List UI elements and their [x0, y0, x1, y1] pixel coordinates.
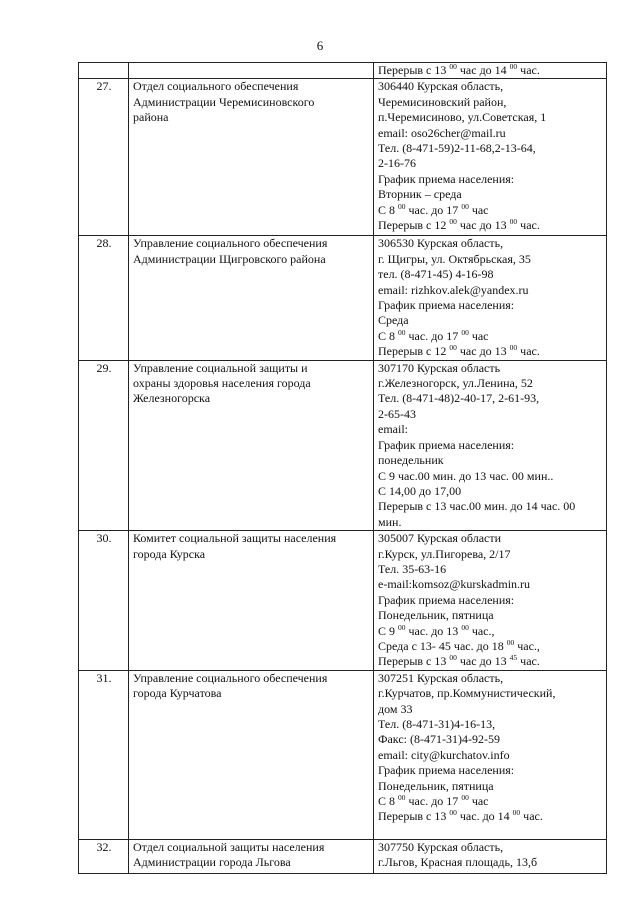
- email-line: email: oso26cher@mail.ru: [378, 125, 506, 140]
- email-line: email: city@kurchatov.info: [378, 747, 510, 762]
- schedule-days: Понедельник, пятница: [378, 778, 494, 793]
- address-line: г. Щигры, ул. Октябрьская, 35: [378, 251, 531, 266]
- address-line: п.Черемисиново, ул.Советская, 1: [378, 110, 547, 125]
- row-number-cell: [79, 63, 129, 79]
- row-number: 27.: [79, 79, 129, 236]
- break-time-line: Перерыв с 13 $^{00}$ час до 14 $^{00}$ час.: [378, 62, 540, 77]
- row-number: 29.: [79, 360, 129, 530]
- break-time-line: мин.: [378, 514, 402, 529]
- schedule-heading: График приема населения:: [378, 763, 515, 778]
- contact-info: [374, 79, 607, 236]
- contact-info: [374, 670, 607, 839]
- work-hours-line: Среда с 13- 45 час. до 18 $^{00}$ час.,: [378, 637, 540, 653]
- table-row: [79, 670, 607, 839]
- email-line: email: rizhkov.alek@yandex.ru: [378, 282, 529, 297]
- table-row: [79, 79, 607, 236]
- phone-line: 2-16-76: [378, 156, 416, 171]
- table-row: [79, 531, 607, 671]
- schedule-days: понедельник: [378, 453, 444, 468]
- address-line: 305007 Курская области: [378, 531, 502, 546]
- email-line: e-mail:komsoz@kurskadmin.ru: [378, 577, 531, 592]
- break-time-line: Перерыв с 12 $^{00}$ час до 13 $^{00}$ час.: [378, 343, 540, 359]
- schedule-heading: График приема населения:: [378, 298, 515, 313]
- organization-name: Управление социального обеспечения Администрации Щигровского района: [129, 236, 374, 360]
- row-number: 28.: [79, 236, 129, 360]
- work-hours-line: С 14,00 до 17,00: [378, 483, 462, 498]
- phone-line: 2-65-43: [378, 406, 416, 421]
- organization-name: Отдел социального обеспечения Администрации Черемисиновского района: [129, 79, 374, 236]
- address-line: 306530 Курская область,: [378, 236, 504, 251]
- work-hours-line: С 9 час.00 мин. до 13 час. 00 мин..: [378, 468, 554, 483]
- organization-name: Управление социального обеспечения города Курчатова: [129, 670, 374, 839]
- phone-line: Тел. (8-471-31)4-16-13,: [378, 717, 496, 731]
- row-number: 32.: [79, 839, 129, 873]
- table-row-continuation: [79, 63, 607, 79]
- address-line: г.Курск, ул.Пигорева, 2/17: [378, 546, 511, 561]
- contact-info: [374, 360, 607, 530]
- table-row: [79, 360, 607, 530]
- address-line: 307170 Курская область: [378, 360, 501, 375]
- address-line: 307251 Курская область,: [378, 670, 504, 685]
- schedule-heading: График приема населения:: [378, 592, 515, 607]
- address-line: г.Льгов, Красная площадь, 13,б: [378, 855, 538, 870]
- organization-name-cell: [129, 63, 374, 79]
- phone-line: тел. (8-471-45) 4-16-98: [378, 267, 494, 282]
- schedule-days: Вторник – среда: [378, 187, 462, 202]
- break-time-line: Перерыв с 13 $^{00}$ час. до 14 $^{00}$ час.: [378, 808, 543, 824]
- address-line: Черемисиновский район,: [378, 94, 507, 109]
- contact-info: [374, 839, 607, 873]
- row-number: 30.: [79, 531, 129, 671]
- organizations-table: [78, 62, 607, 874]
- contact-info: [374, 236, 607, 360]
- address-line: г.Курчатов, пр.Коммунистический,: [378, 686, 556, 701]
- address-line: 306440 Курская область,: [378, 79, 504, 94]
- phone-line: Тел. (8-471-48)2-40-17, 2-61-93,: [378, 391, 540, 406]
- break-time-line: Перерыв с 13 $^{00}$ час до 13 $^{45}$ час.: [378, 653, 540, 669]
- organization-name: Комитет социальной защиты населения города Курска: [129, 531, 374, 671]
- fax-line: Факс: (8-471-31)4-92-59: [378, 732, 500, 747]
- work-hours-line: С 9 $^{00}$ час. до 13 $^{00}$ час.,: [378, 622, 495, 638]
- email-line: email:: [378, 422, 408, 437]
- contact-info: [374, 531, 607, 671]
- table-row: [79, 839, 607, 873]
- schedule-heading: График приема населения:: [378, 171, 515, 186]
- address-line: 307750 Курская область,: [378, 839, 504, 854]
- schedule-days: Понедельник, пятница: [378, 608, 494, 623]
- work-hours-line: С 8 $^{00}$ час. до 17 $^{00}$ час: [378, 327, 489, 343]
- schedule-heading: График приема населения:: [378, 437, 515, 452]
- contact-info-cell: [374, 63, 607, 79]
- organization-name: Управление социальной защиты и охраны здоровья населения города Железногорска: [129, 360, 374, 530]
- work-hours-line: С 8 $^{00}$ час. до 17 $^{00}$ час: [378, 201, 489, 217]
- page-number: 6: [316, 38, 324, 53]
- phone-line: Тел. 35-63-16: [378, 561, 447, 576]
- break-time-line: Перерыв с 12 $^{00}$ час до 13 $^{00}$ час.: [378, 217, 540, 233]
- organization-name: Отдел социальной защиты населения Администрации города Льгова: [129, 839, 374, 873]
- address-line: дом 33: [378, 701, 413, 716]
- table-row: [79, 236, 607, 360]
- address-line: г.Железногорск, ул.Ленина, 52: [378, 376, 533, 391]
- row-number: 31.: [79, 670, 129, 839]
- break-time-line: Перерыв с 13 час.00 мин. до 14 час. 00: [378, 499, 576, 514]
- work-hours-line: С 8 $^{00}$ час. до 17 $^{00}$ час: [378, 793, 489, 809]
- phone-line: Тел. (8-471-59)2-11-68,2-13-64,: [378, 141, 536, 156]
- schedule-days: Среда: [378, 313, 409, 328]
